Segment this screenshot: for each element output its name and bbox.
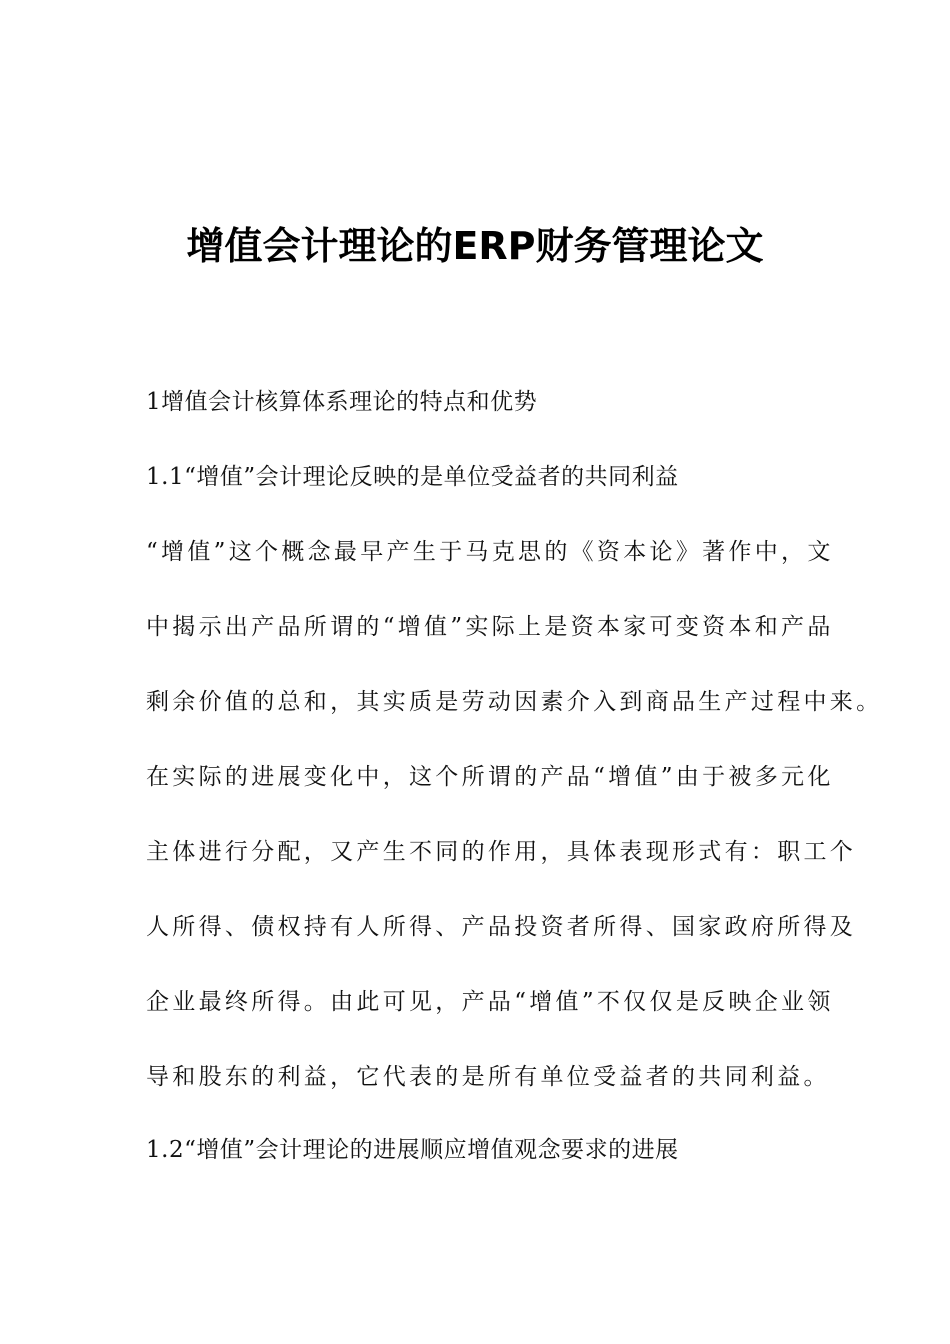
paragraph-line: “增值”这个概念最早产生于马克思的《资本论》著作中，文 (146, 539, 834, 565)
document-title: 增值会计理论的ERP财务管理论文 (186, 224, 764, 268)
subsection-heading-1-1: 1.1“增值”会计理论反映的是单位受益者的共同利益 (146, 464, 679, 490)
paragraph-line: 在实际的进展变化中，这个所谓的产品“增值”由于被多元化 (146, 764, 834, 790)
paragraph-line: 中揭示出产品所谓的“增值”实际上是资本家可变资本和产品 (146, 614, 834, 640)
paragraph-line: 剩余价值的总和，其实质是劳动因素介入到商品生产过程中来。 (146, 689, 883, 715)
subsection-heading-1-2: 1.2“增值”会计理论的进展顺应增值观念要求的进展 (146, 1137, 679, 1163)
section-heading-1: 1增值会计核算体系理论的特点和优势 (146, 389, 538, 415)
paragraph-line: 主体进行分配，又产生不同的作用，具体表现形式有：职工个 (146, 839, 857, 865)
paragraph-line: 人所得、债权持有人所得、产品投资者所得、国家政府所得及 (146, 914, 857, 940)
paragraph-line: 导和股东的利益，它代表的是所有单位受益者的共同利益。 (146, 1064, 830, 1090)
paragraph-line: 企业最终所得。由此可见，产品“增值”不仅仅是反映企业领 (146, 989, 834, 1015)
